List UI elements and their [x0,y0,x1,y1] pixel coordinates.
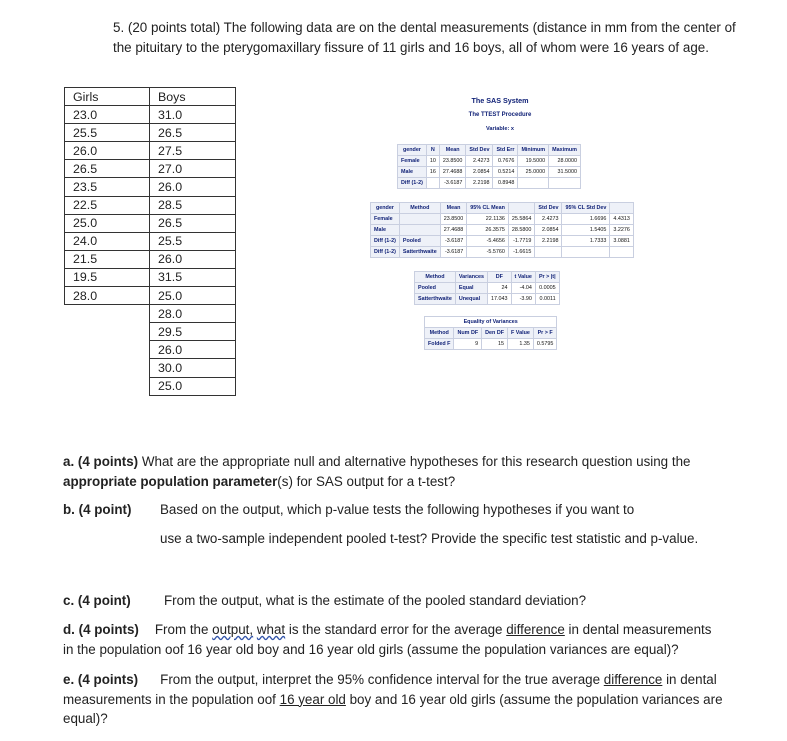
sas-row [415,283,560,294]
sas-cell: -5.4656 [467,236,509,247]
sas-cell: 28.0000 [549,156,581,167]
sas-cell: -5.5760 [467,247,509,258]
sas-row-label: Diff (1-2) [398,178,427,189]
sas-row [371,225,634,236]
question-e: e. (4 points) From the output, interpret the 95% confidence interval for the true average difference in dental measurements in the population oof 16 year old boy and 16 year old girls (assume the population variances are equal)? [63,672,723,726]
sas-cell: 28.5800 [508,225,535,236]
sas-row [371,247,634,258]
table-row [65,178,236,196]
girls-header: Girls [65,88,150,106]
question-b-label: b. (4 point) [63,502,132,517]
sas-cell: 25.0000 [518,167,549,178]
table-row [65,250,236,268]
sas-column-header: gender [371,203,400,214]
table-row [65,305,236,323]
sas-cell: 0.7676 [493,156,518,167]
sas-column-header: Minimum [518,145,549,156]
sas-row-label: Diff (1-2) [371,247,400,258]
sas-cell: 1.7333 [562,236,610,247]
question-b-line1: Based on the output, which p-value tests the following hypotheses if you want to [160,502,635,517]
boys-value: 28.5 [150,196,236,214]
boys-value: 30.0 [150,359,236,377]
girls-value: 23.5 [65,178,150,196]
sas-cell: 24 [488,283,512,294]
girls-value: 25.5 [65,124,150,142]
sas-row [415,294,560,305]
sas-cell [518,178,549,189]
girls-value: 26.5 [65,160,150,178]
girls-value: 28.0 [65,287,150,305]
boys-value: 25.0 [150,287,236,305]
sas-cell: 0.0005 [535,283,559,294]
sas-row [371,214,634,225]
sas-cell: 22.1136 [467,214,509,225]
table-row [65,377,236,395]
sas-cell: 2.0854 [466,167,493,178]
sas-row-label: Female [398,156,427,167]
sas-cell: 4.4313 [610,214,634,225]
sas-row-label: Female [371,214,400,225]
sas-cell: 2.2198 [535,236,562,247]
boys-value: 31.5 [150,268,236,286]
sas-column-header: Std Err [493,145,518,156]
sas-column-header: Mean [439,145,466,156]
sas-column-header: Std Dev [535,203,562,214]
table-row [65,268,236,286]
sas-row-label [399,225,440,236]
sas-row [398,167,581,178]
table-row [65,341,236,359]
sas-equality-table [424,316,557,350]
question-a-text1: What are the appropriate null and alternative hypotheses for this research question using the [138,454,691,469]
girls-value: 24.0 [65,232,150,250]
girls-value: 19.5 [65,268,150,286]
sas-column-header: Maximum [549,145,581,156]
sas-cell: 1.5405 [562,225,610,236]
sas-column-header: Variances [455,272,487,283]
sas-cell: -4.04 [511,283,535,294]
boys-value: 27.0 [150,160,236,178]
table-row [65,124,236,142]
sas-column-header [508,203,535,214]
girls-value: 26.0 [65,142,150,160]
sas-cell: 0.8948 [493,178,518,189]
boys-value: 26.5 [150,124,236,142]
table-row [65,214,236,232]
sas-cell: 3.0881 [610,236,634,247]
sas-column-header: Num DF [454,328,482,339]
question-d: d. (4 points) From the output, what is the standard error for the average difference in dental measurements in the population oof 16 year old boy and 16 year old girls (assume the population variances are equal)? [63,622,712,657]
sas-column-header: 95% CL Std Dev [562,203,610,214]
sas-column-header: N [426,145,439,156]
sas-cell: 0.5214 [493,167,518,178]
sas-column-header [610,203,634,214]
sas-cell: 2.2198 [466,178,493,189]
sas-cell: 27.4688 [439,167,466,178]
sas-cell: 2.4273 [466,156,493,167]
sas-row [398,178,581,189]
table-row [65,232,236,250]
boys-value: 26.0 [150,250,236,268]
sas-cell: 16 [426,167,439,178]
sas-procedure-title: The TTEST Procedure [468,112,532,118]
sas-row-label: Male [398,167,427,178]
question-a-bold: appropriate population parameter [63,473,278,489]
sas-row [425,339,557,350]
boys-header: Boys [150,88,236,106]
sas-cell: -3.90 [511,294,535,305]
sas-column-header: DF [488,272,512,283]
sas-column-header: Den DF [482,328,508,339]
sas-cell: 25.5864 [508,214,535,225]
sas-cell: -3.6187 [439,178,466,189]
sas-cell: 26.3575 [467,225,509,236]
boys-value: 31.0 [150,106,236,124]
boys-value: 26.0 [150,178,236,196]
sas-cell: 23.8500 [439,156,466,167]
sas-row [398,156,581,167]
question-b-line2: use a two-sample independent pooled t-test? Provide the specific test statistic and p-value. [160,531,699,546]
girls-value: 21.5 [65,250,150,268]
table-row [65,323,236,341]
sas-cell: 27.4688 [440,225,467,236]
boys-value: 25.0 [150,377,236,395]
sas-stats-table [397,144,581,189]
sas-cell: 23.8500 [440,214,467,225]
boys-value: 26.5 [150,214,236,232]
sas-column-header: Std Dev [466,145,493,156]
girls-value: 25.0 [65,214,150,232]
sas-row-label: Diff (1-2) [371,236,400,247]
question-e-line3: equal)? [63,711,108,726]
question-a [63,452,753,491]
boys-value: 25.5 [150,232,236,250]
sas-column-header: t Value [511,272,535,283]
sas-row-label: Unequal [455,294,487,305]
sas-column-header: Mean [440,203,467,214]
sas-cell [426,178,439,189]
sas-row-label: Pooled [415,283,456,294]
table-row [65,359,236,377]
sas-cell: 1.6696 [562,214,610,225]
sas-cell: 3.2276 [610,225,634,236]
sas-column-header: F Value [508,328,534,339]
boys-value: 29.5 [150,323,236,341]
question-d-label: d. (4 points) [63,622,139,637]
girls-value: 22.5 [65,196,150,214]
sas-row-label: Pooled [399,236,440,247]
table-row [65,142,236,160]
sas-cell [549,178,581,189]
sas-row-label: Equal [455,283,487,294]
sas-ci-table [370,202,634,258]
table-row [65,196,236,214]
sas-row [371,236,634,247]
sas-column-header: Pr > |t| [535,272,559,283]
sas-cell: 19.5000 [518,156,549,167]
question-c-label: c. (4 point) [63,593,131,608]
question-d-line2: in the population oof 16 year old boy and 16 year old girls (assume the population variances are equal)? [63,641,679,657]
sas-column-header: gender [398,145,427,156]
sas-cell: -1.7719 [508,236,535,247]
problem-intro: 5. (20 points total) The following data are on the dental measurements (distance in mm from the center of the pituitary to the pterygomaxillary fissure of 11 girls and 16 boys, all of whom were 16 years of age. [113,20,736,55]
girls-value: 23.0 [65,106,150,124]
sas-cell: -3.6187 [440,247,467,258]
sas-cell: 15 [482,339,508,350]
table-row [65,287,236,305]
sas-cell: -1.6615 [508,247,535,258]
sas-cell [535,247,562,258]
sas-column-header: 95% CL Mean [467,203,509,214]
sas-cell [562,247,610,258]
sas-cell: -3.6187 [440,236,467,247]
sas-cell [610,247,634,258]
sas-cell: 17.043 [488,294,512,305]
sas-row-label [399,214,440,225]
table-row [65,106,236,124]
sas-cell: 2.4273 [535,214,562,225]
sas-row-label: Satterthwaite [399,247,440,258]
question-a-text2: (s) for SAS output for a t-test? [277,473,456,489]
sas-row-label: Satterthwaite [415,294,456,305]
sas-cell: 9 [454,339,482,350]
sas-cell: 2.0854 [535,225,562,236]
boys-value: 28.0 [150,305,236,323]
sas-cell: 0.5795 [533,339,557,350]
girls-boys-table [64,87,236,396]
sas-cell: 0.0011 [535,294,559,305]
table-row [65,160,236,178]
sas-system-title: The SAS System [471,96,529,105]
sas-ttest-table [414,271,560,305]
sas-column-header: Method [399,203,440,214]
sas-table-caption: Equality of Variances [425,317,557,328]
sas-row-label: Folded F [425,339,454,350]
sas-column-header: Method [425,328,454,339]
sas-column-header: Method [415,272,456,283]
sas-variable-label: Variable: x [486,126,514,132]
sas-cell: 31.5000 [549,167,581,178]
sas-cell: 10 [426,156,439,167]
question-c-text: From the output, what is the estimate of the pooled standard deviation? [164,593,587,608]
question-e-label: e. (4 points) [63,672,139,687]
sas-cell: 1.35 [508,339,534,350]
boys-value: 26.0 [150,341,236,359]
question-a-label: a. (4 points) [63,454,139,469]
sas-column-header: Pr > F [533,328,557,339]
boys-value: 27.5 [150,142,236,160]
sas-row-label: Male [371,225,400,236]
